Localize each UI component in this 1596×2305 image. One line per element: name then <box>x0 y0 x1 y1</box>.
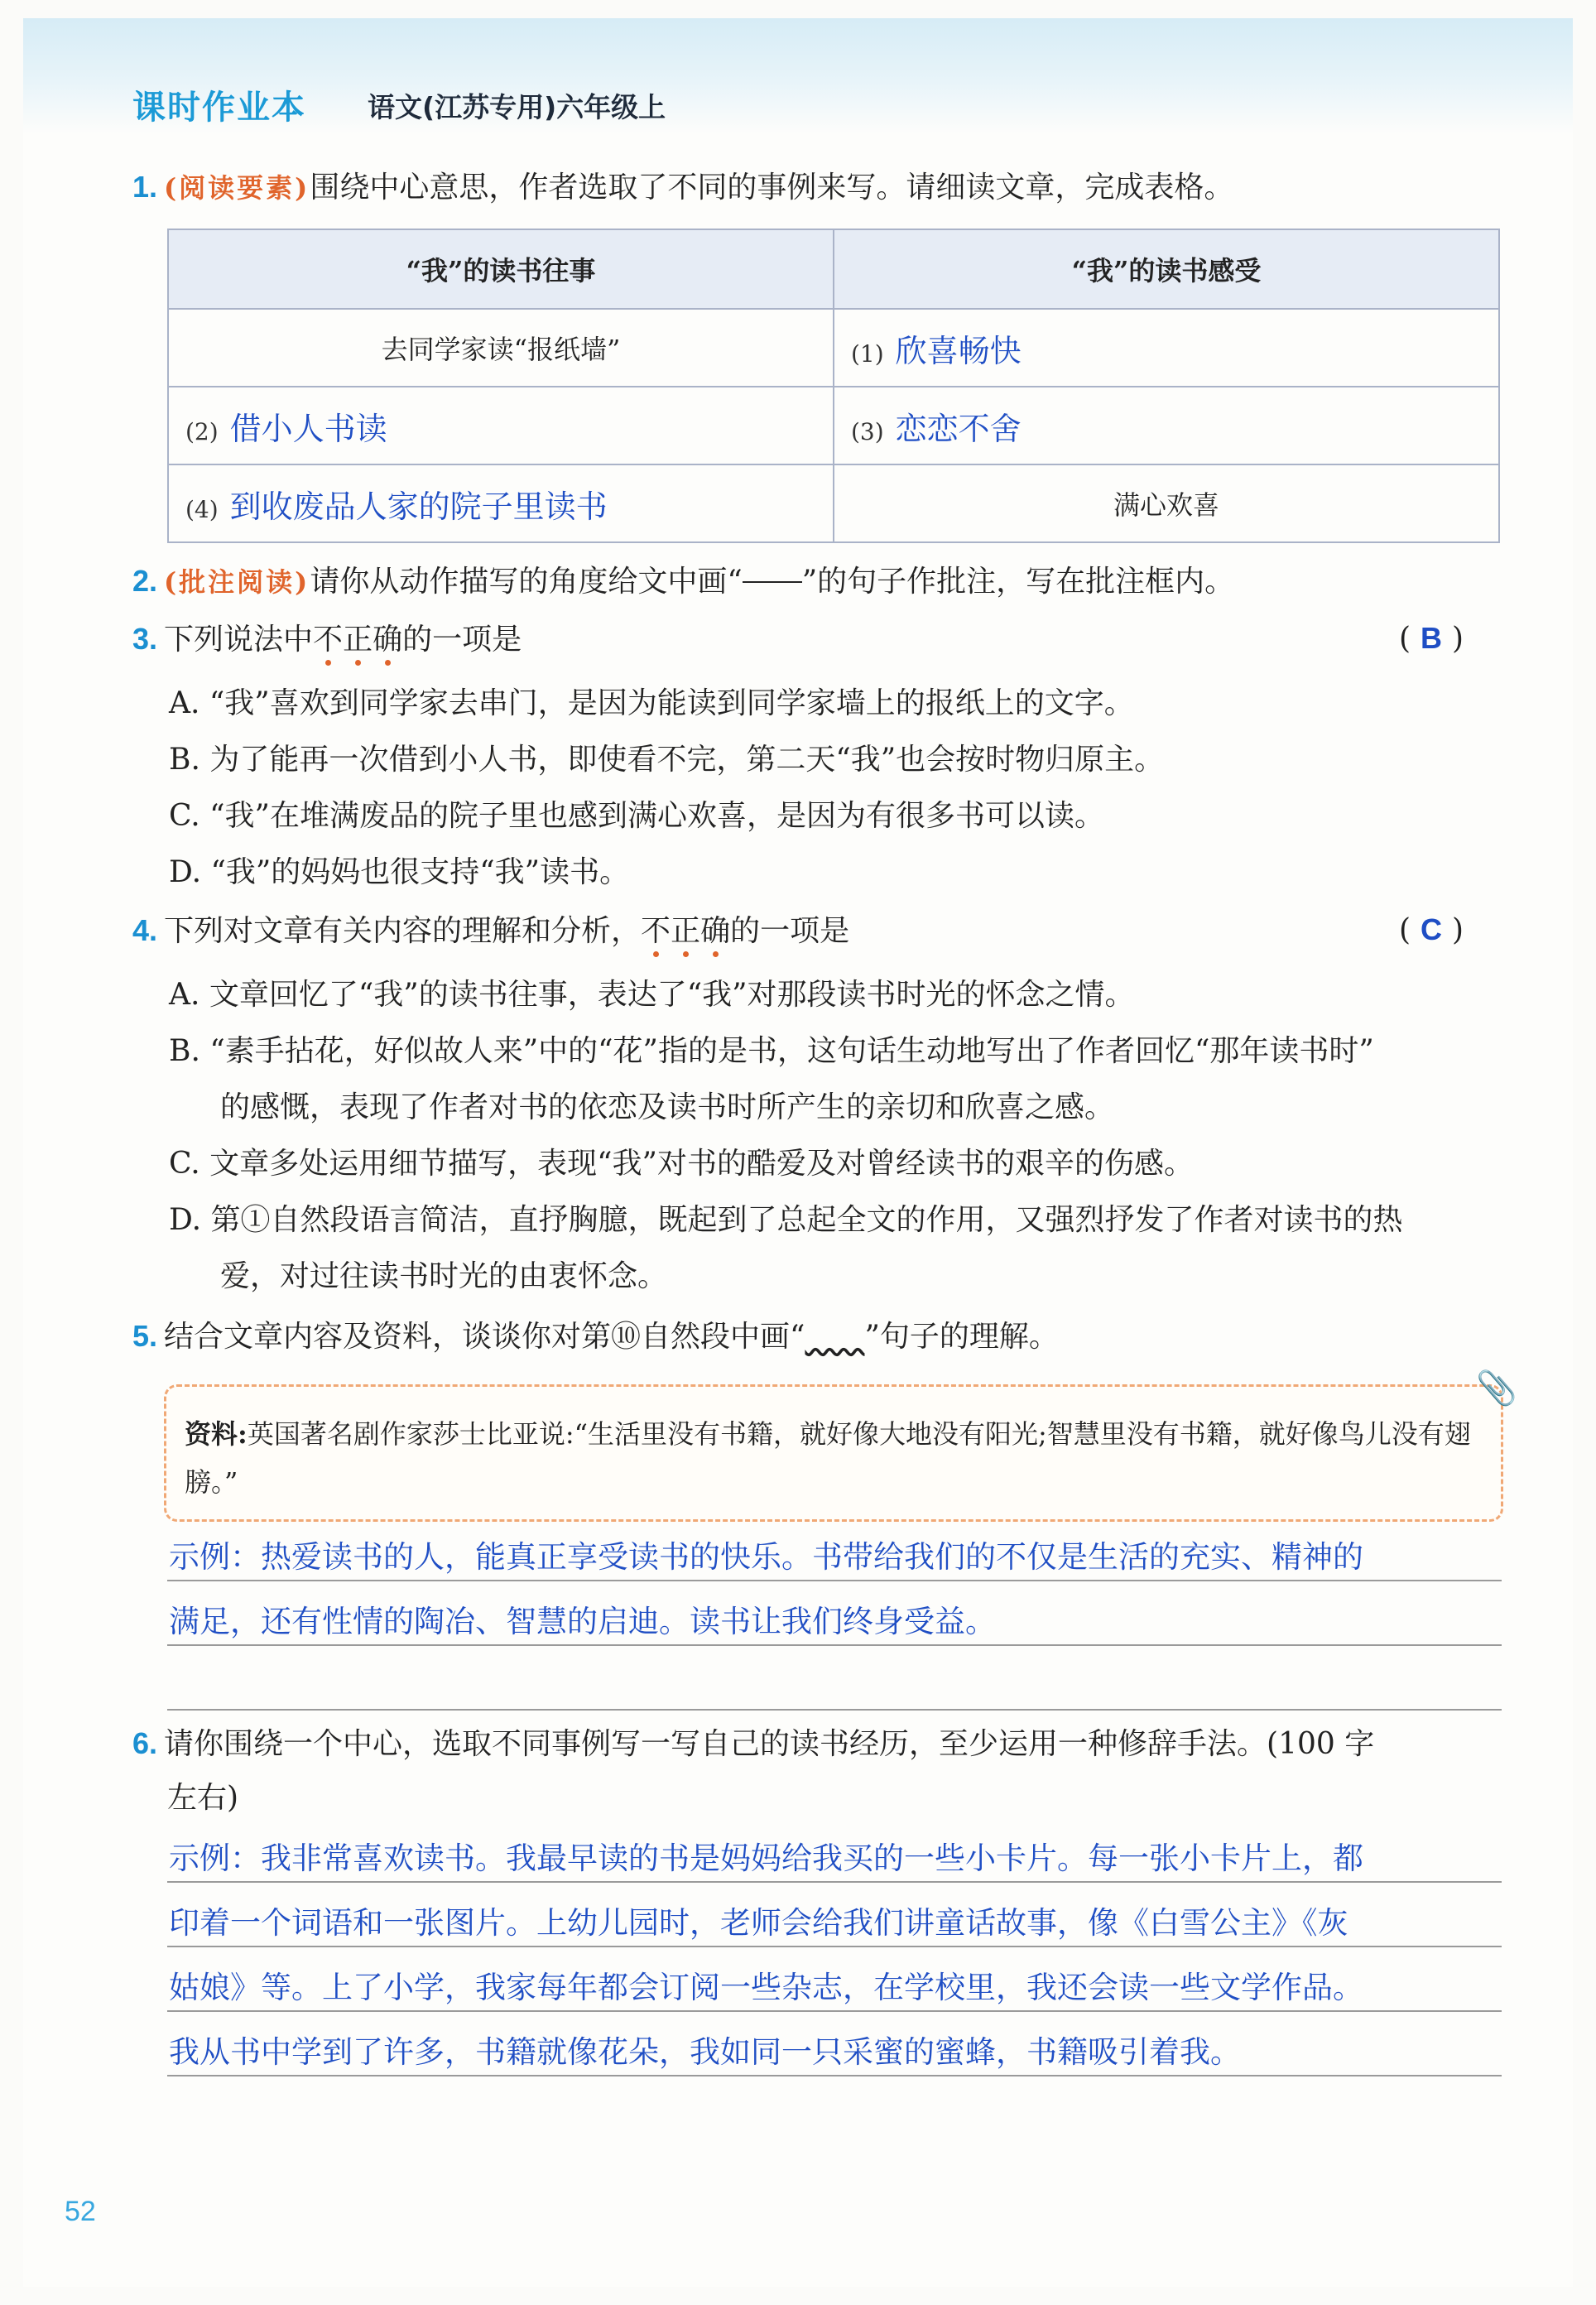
handwritten-answer-line: 印着一个词语和一张图片。上幼儿园时，老师会给我们讲童话故事，像《白雪公主》《灰 <box>169 1905 1348 1941</box>
question-text: ”句子的理解。 <box>864 1320 1059 1354</box>
bracket-open: ( <box>1399 913 1411 947</box>
option: B. “素手拈花，好似故人来”中的“花”指的是书，这句话生动地写出了作者回忆“那年读书时” <box>169 1034 1374 1068</box>
answer-bracket <box>1399 912 1464 947</box>
handwritten-answer: 欣喜畅快 <box>895 332 1022 369</box>
bracket-close: ) <box>1452 913 1464 947</box>
question-text: 的一项是 <box>402 623 522 657</box>
answer-rule <box>167 2075 1502 2076</box>
resource-quote: 英国著名剧作家莎士比亚说:“生活里没有书籍，就好像大地没有阳光;智慧里没有书籍，就好像鸟儿没有翅膀。” <box>185 1418 1471 1498</box>
answer-rule <box>167 1580 1502 1581</box>
question-5 <box>132 1318 1059 1355</box>
handwritten-answer-line: 姑娘》等。上了小学，我家每年都会订阅一些杂志，在学校里，我还会读一些文学作品。 <box>169 1970 1363 2005</box>
handwritten-answer: 恋恋不舍 <box>895 410 1022 447</box>
handwritten-answer-line: 满足，还有性情的陶冶、智慧的启迪。读书让我们终身受益。 <box>169 1604 996 1639</box>
blank-label: (4) <box>185 495 219 523</box>
emphasis-char: 确 <box>373 623 403 657</box>
emphasis-char: 确 <box>700 914 731 948</box>
table-row <box>168 464 1499 542</box>
table-row <box>168 309 1499 387</box>
cell-text: 满心欢喜 <box>1113 489 1219 521</box>
emphasis-char: 正 <box>671 914 701 948</box>
table-header: “我”的读书往事 <box>168 229 834 309</box>
blank-label: (1) <box>851 339 884 368</box>
handwritten-answer-line: 示例：我非常喜欢读书。我最早读的书是妈妈给我买的一些小卡片。每一张小卡片上，都 <box>169 1841 1363 1876</box>
resource-label: 资料: <box>185 1418 248 1450</box>
table-header-row <box>168 229 1499 309</box>
question-1 <box>132 169 1233 205</box>
emphasis-char: 不 <box>313 623 344 657</box>
option-continuation: 的感慨，表现了作者对书的依恋及读书时所产生的亲切和欣喜之感。 <box>220 1090 1115 1124</box>
question-text: 围绕中心意思，作者选取了不同的事例来写。请细读文章，完成表格。 <box>310 171 1234 205</box>
handwritten-answer: 借小人书读 <box>229 410 387 447</box>
question-number: 2. <box>132 564 158 598</box>
emphasis-char: 正 <box>343 623 373 657</box>
blank-label: (2) <box>185 417 219 445</box>
question-2 <box>132 563 1234 599</box>
blank-label: (3) <box>851 417 884 445</box>
reading-table <box>167 229 1500 543</box>
question-text: 的一项是 <box>730 914 850 948</box>
question-number: 3. <box>132 622 158 656</box>
option: D. 第①自然段语言简洁，直抒胸臆，既起到了总起全文的作用，又强烈抒发了作者对读书的热 <box>169 1203 1403 1237</box>
table-cell <box>834 464 1499 542</box>
question-text: ”的句子作批注，写在批注框内。 <box>801 565 1235 599</box>
underline-mark <box>743 581 802 583</box>
handwritten-answer-line: 示例：热爱读书的人，能真正享受读书的快乐。书带给我们的不仅是生活的充实、精神的 <box>169 1539 1363 1575</box>
question-6 <box>132 1725 1374 1762</box>
option: A. 文章回忆了“我”的读书往事，表达了“我”对那段读书时光的怀念之情。 <box>169 978 1135 1012</box>
page-number: 52 <box>65 2196 96 2227</box>
bracket-open: ( <box>1399 622 1411 656</box>
emphasis-char: 不 <box>641 914 671 948</box>
option: A. “我”喜欢到同学家去串门，是因为能读到同学家墙上的报纸上的文字。 <box>169 686 1134 720</box>
resource-text <box>185 1410 1484 1506</box>
handwritten-answer: 到收废品人家的院子里读书 <box>229 488 608 525</box>
resource-box <box>164 1369 1517 1522</box>
choice-answer: B <box>1421 621 1443 655</box>
choice-answer: C <box>1421 912 1443 946</box>
question-text: 下列对文章有关内容的理解和分析， <box>164 914 642 948</box>
table-cell <box>168 464 834 542</box>
answer-rule <box>167 1881 1502 1883</box>
brand-title: 课时作业本 <box>132 89 306 127</box>
question-tag: (阅读要素) <box>164 172 310 204</box>
answer-rule <box>167 1644 1502 1646</box>
cell-text: 去同学家读“报纸墙” <box>381 334 621 365</box>
table-cell <box>168 387 834 464</box>
question-4 <box>132 912 849 949</box>
question-3 <box>132 621 522 657</box>
question-number: 1. <box>132 170 158 204</box>
question-number: 4. <box>132 913 158 947</box>
option-continuation: 爱，对过往读书时光的由衷怀念。 <box>220 1259 668 1293</box>
option: B. 为了能再一次借到小人书，即使看不完，第二天“我”也会按时物归原主。 <box>169 743 1165 777</box>
answer-rule <box>167 1709 1502 1711</box>
table-cell <box>834 309 1499 387</box>
paperclip-icon: 📎 <box>1476 1369 1517 1408</box>
table-cell <box>834 387 1499 464</box>
answer-rule <box>167 1946 1502 1947</box>
answer-bracket <box>1399 621 1464 656</box>
question-text: 请你围绕一个中心，选取不同事例写一写自己的读书经历，至少运用一种修辞手法。(100 字 <box>164 1727 1375 1761</box>
wavy-underline-mark <box>805 1319 864 1355</box>
option: C. 文章多处运用细节描写，表现“我”对书的酷爱及对曾经读书的艰辛的伤感。 <box>169 1147 1194 1181</box>
option: C. “我”在堆满废品的院子里也感到满心欢喜，是因为有很多书可以读。 <box>169 799 1104 833</box>
question-6-continuation: 左右) <box>167 1781 239 1815</box>
question-tag: (批注阅读) <box>164 566 310 598</box>
question-number: 6. <box>132 1726 158 1760</box>
bracket-close: ) <box>1452 622 1464 656</box>
table-cell <box>168 309 834 387</box>
table-row <box>168 387 1499 464</box>
subject-title: 语文(江苏专用)六年级上 <box>368 91 666 123</box>
option: D. “我”的妈妈也很支持“我”读书。 <box>169 855 630 889</box>
question-text: 请你从动作描写的角度给文中画“ <box>310 565 743 599</box>
answer-rule <box>167 2010 1502 2012</box>
question-text: 结合文章内容及资料，谈谈你对第⑩自然段中画“ <box>164 1320 805 1354</box>
question-number: 5. <box>132 1319 158 1353</box>
table-header: “我”的读书感受 <box>834 229 1499 309</box>
handwritten-answer-line: 我从书中学到了许多，书籍就像花朵，我如同一只采蜜的蜜蜂，书籍吸引着我。 <box>169 2034 1241 2070</box>
question-text: 下列说法中 <box>164 623 314 657</box>
